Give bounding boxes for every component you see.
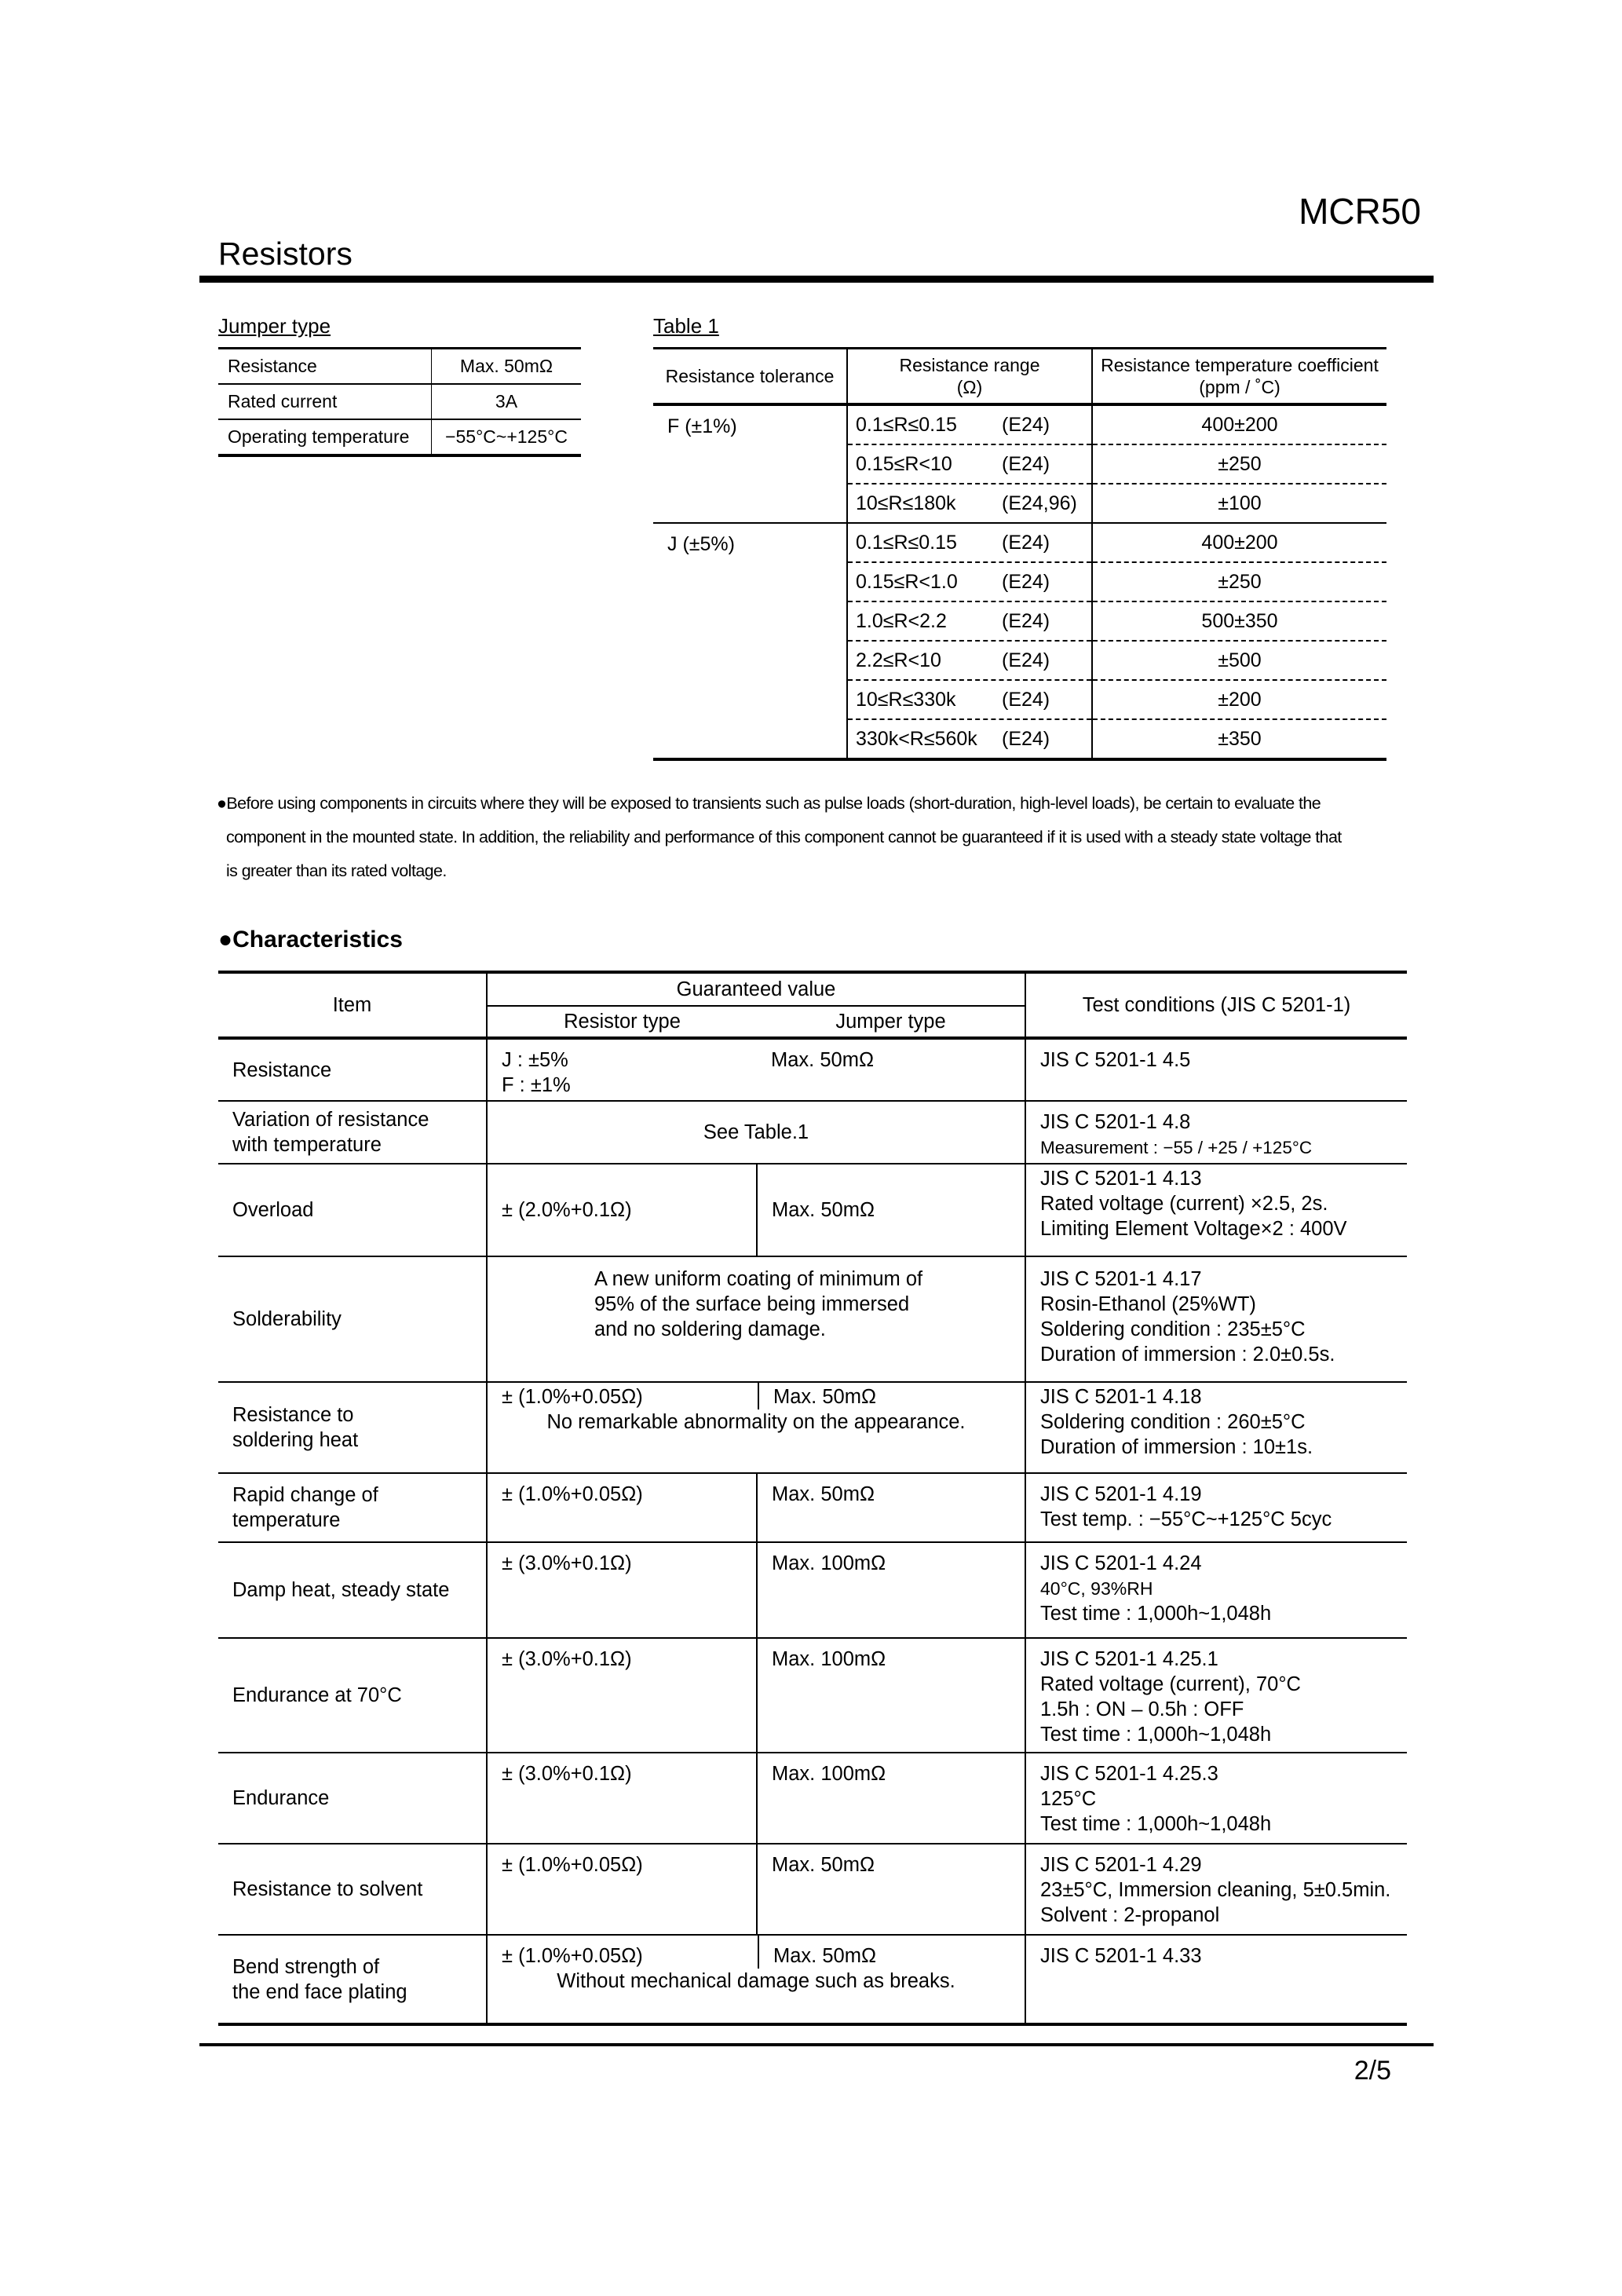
range-cell bbox=[847, 404, 1092, 444]
item-line: Resistance to bbox=[232, 1404, 354, 1426]
test-cell bbox=[1025, 1753, 1407, 1844]
see-table-ref: See Table.1 bbox=[703, 1121, 809, 1143]
item-cell: Solderability bbox=[232, 1308, 342, 1330]
range-value: 330k<R≤560k bbox=[856, 727, 977, 750]
range-cell bbox=[847, 523, 1092, 562]
char-row bbox=[218, 1542, 1407, 1638]
item-cell: Endurance bbox=[232, 1787, 330, 1809]
test-cell bbox=[1025, 1935, 1407, 2024]
resistor-cell: ± (1.0%+0.05Ω) bbox=[487, 1844, 757, 1935]
category-title: Resistors bbox=[218, 236, 353, 272]
combined-cell bbox=[487, 1256, 1025, 1382]
range-value: 0.15≤R<10 bbox=[856, 452, 952, 475]
header-tcr-l1: Resistance temperature coefficient bbox=[1101, 355, 1379, 375]
header-range bbox=[847, 349, 1092, 405]
solder-line: A new uniform coating of minimum of bbox=[594, 1268, 923, 1290]
test-cell bbox=[1025, 1038, 1407, 1101]
test-cell bbox=[1025, 1164, 1407, 1256]
test-line: Rated voltage (current) ×2.5, 2s. bbox=[1040, 1193, 1328, 1215]
resistor-cell bbox=[487, 1038, 757, 1101]
resistor-cell: ± (3.0%+0.1Ω) bbox=[487, 1542, 757, 1638]
char-row bbox=[218, 1473, 1407, 1542]
range-cell bbox=[847, 601, 1092, 641]
appearance-note: Without mechanical damage such as breaks. bbox=[557, 1970, 955, 1992]
test-line: JIS C 5201-1 4.8 bbox=[1040, 1111, 1191, 1133]
series-value: (E24) bbox=[1002, 570, 1050, 593]
test-line: Test time : 1,000h~1,048h bbox=[1040, 1813, 1272, 1835]
series-value: (E24) bbox=[1002, 649, 1050, 671]
tcr-cell: ±350 bbox=[1092, 719, 1386, 759]
item-line: temperature bbox=[232, 1509, 341, 1531]
range-cell bbox=[847, 562, 1092, 601]
item-cell: Resistance to solvent bbox=[232, 1878, 423, 1900]
test-cell bbox=[1025, 1382, 1407, 1473]
test-cell bbox=[1025, 1844, 1407, 1935]
test-line: Duration of immersion : 10±1s. bbox=[1040, 1436, 1313, 1458]
test-line: JIS C 5201-1 4.19 bbox=[1040, 1483, 1202, 1505]
test-line: Test time : 1,000h~1,048h bbox=[1040, 1603, 1272, 1625]
test-line: Measurement : −55 / +25 / +125°C bbox=[1040, 1138, 1313, 1157]
test-cell bbox=[1025, 1101, 1407, 1164]
jumper-row bbox=[218, 349, 581, 385]
item-line: Rapid change of bbox=[232, 1484, 378, 1506]
jumper-value: 3A bbox=[432, 384, 582, 419]
item-cell: Damp heat, steady state bbox=[232, 1579, 450, 1601]
test-line: JIS C 5201-1 4.13 bbox=[1040, 1168, 1202, 1190]
char-row bbox=[218, 1038, 1407, 1101]
tcr-cell: ±200 bbox=[1092, 680, 1386, 719]
jumper-cell: Max. 100mΩ bbox=[757, 1753, 1025, 1844]
series-value: (E24) bbox=[1002, 452, 1050, 475]
test-cell bbox=[1025, 1256, 1407, 1382]
jumper-cell: Max. 50mΩ bbox=[771, 1049, 875, 1071]
item-line: Variation of resistance bbox=[232, 1109, 429, 1131]
jumper-cell: Max. 50mΩ bbox=[757, 1473, 1025, 1542]
jumper-cell: Max. 50mΩ bbox=[757, 1164, 1025, 1256]
jumper-value: −55°C~+125°C bbox=[432, 419, 582, 455]
resistor-cell: ± (3.0%+0.1Ω) bbox=[487, 1638, 757, 1753]
resistor-cell: ± (2.0%+0.1Ω) bbox=[487, 1164, 757, 1256]
solder-line: and no soldering damage. bbox=[594, 1318, 826, 1340]
header-tcr bbox=[1092, 349, 1386, 405]
tolerance-cell: F (±1%) bbox=[667, 415, 737, 437]
table1 bbox=[653, 347, 1386, 761]
char-row bbox=[218, 1256, 1407, 1382]
resistor-line: F : ±1% bbox=[502, 1074, 571, 1096]
header-range-l2: (Ω) bbox=[956, 377, 983, 397]
jumper-type-caption: Jumper type bbox=[218, 314, 331, 338]
resistor-cell: ± (3.0%+0.1Ω) bbox=[487, 1753, 757, 1844]
tcr-cell: ±500 bbox=[1092, 641, 1386, 680]
test-line: JIS C 5201-1 4.29 bbox=[1040, 1854, 1202, 1876]
series-value: (E24) bbox=[1002, 531, 1050, 554]
item-line: Bend strength of bbox=[232, 1955, 380, 1978]
combined-cell bbox=[487, 1382, 1025, 1473]
note-line: component in the mounted state. In addition, the reliability and performance of this component cannot be guaranteed if it is used with a steady state voltage that bbox=[226, 828, 1342, 846]
test-line: 125°C bbox=[1040, 1788, 1097, 1810]
test-line: JIS C 5201-1 4.33 bbox=[1040, 1945, 1202, 1967]
test-line: JIS C 5201-1 4.25.3 bbox=[1040, 1763, 1218, 1785]
char-row bbox=[218, 1753, 1407, 1844]
footer-rule bbox=[199, 2043, 1434, 2046]
range-cell bbox=[847, 641, 1092, 680]
test-line: JIS C 5201-1 4.5 bbox=[1040, 1049, 1191, 1071]
test-line: Limiting Element Voltage×2 : 400V bbox=[1040, 1218, 1347, 1240]
header-rule bbox=[199, 276, 1434, 283]
header-test: Test conditions (JIS C 5201-1) bbox=[1025, 972, 1407, 1038]
item-line: soldering heat bbox=[232, 1429, 359, 1451]
header-tolerance: Resistance tolerance bbox=[653, 349, 847, 405]
resistor-value: ± (1.0%+0.05Ω) bbox=[488, 1383, 759, 1409]
product-code: MCR50 bbox=[1299, 191, 1421, 232]
jumper-type-table bbox=[218, 347, 581, 457]
jumper-cell: Max. 100mΩ bbox=[757, 1638, 1025, 1753]
jumper-value: Max. 50mΩ bbox=[773, 1945, 877, 1967]
characteristics-title: ●Characteristics bbox=[218, 927, 403, 952]
test-line: JIS C 5201-1 4.18 bbox=[1040, 1386, 1202, 1408]
char-row bbox=[218, 1844, 1407, 1935]
test-cell bbox=[1025, 1542, 1407, 1638]
test-line: Soldering condition : 260±5°C bbox=[1040, 1411, 1306, 1433]
series-value: (E24) bbox=[1002, 727, 1050, 750]
item-cell: Overload bbox=[232, 1199, 314, 1221]
combined-cell bbox=[487, 1101, 1025, 1164]
header-jumper: Jumper type bbox=[757, 1006, 1025, 1038]
usage-note bbox=[217, 787, 1426, 888]
char-row bbox=[218, 1164, 1407, 1256]
resistor-line: J : ±5% bbox=[502, 1049, 568, 1071]
table1-caption: Table 1 bbox=[653, 314, 719, 338]
solder-line: 95% of the surface being immersed bbox=[594, 1293, 910, 1315]
test-line: Test time : 1,000h~1,048h bbox=[1040, 1724, 1272, 1746]
test-line: 23±5°C, Immersion cleaning, 5±0.5min. bbox=[1040, 1879, 1391, 1901]
series-value: (E24) bbox=[1002, 413, 1050, 436]
jumper-cell: Max. 50mΩ bbox=[757, 1844, 1025, 1935]
test-line: Rosin-Ethanol (25%WT) bbox=[1040, 1293, 1256, 1315]
series-value: (E24) bbox=[1002, 609, 1050, 632]
char-row bbox=[218, 1101, 1407, 1164]
range-value: 0.1≤R≤0.15 bbox=[856, 413, 957, 436]
range-cell bbox=[847, 719, 1092, 759]
char-row bbox=[218, 1638, 1407, 1753]
item-line: the end face plating bbox=[232, 1980, 407, 2003]
note-line: ●Before using components in circuits where they will be exposed to transients such as pulse loads (short-duration, high-level loads), be certain to evaluate the bbox=[217, 794, 1321, 813]
jumper-label: Resistance bbox=[228, 356, 317, 376]
combined-cell bbox=[487, 1935, 1025, 2024]
char-header-row bbox=[218, 972, 1407, 1006]
item-cell bbox=[218, 1382, 487, 1473]
jumper-label: Operating temperature bbox=[228, 426, 410, 447]
test-line: Solvent : 2-propanol bbox=[1040, 1904, 1220, 1926]
test-line: 1.5h : ON – 0.5h : OFF bbox=[1040, 1698, 1244, 1720]
table1-header-row bbox=[653, 349, 1386, 405]
test-line: Test temp. : −55°C~+125°C 5cyc bbox=[1040, 1508, 1332, 1530]
test-line: JIS C 5201-1 4.24 bbox=[1040, 1552, 1202, 1574]
resistor-value: ± (1.0%+0.05Ω) bbox=[488, 1936, 759, 1969]
range-value: 0.15≤R<1.0 bbox=[856, 570, 958, 593]
page-number: 2/5 bbox=[1353, 2056, 1391, 2086]
test-line: JIS C 5201-1 4.17 bbox=[1040, 1268, 1202, 1290]
item-line: with temperature bbox=[232, 1134, 382, 1156]
test-line: Rated voltage (current), 70°C bbox=[1040, 1673, 1301, 1695]
tcr-cell: ±250 bbox=[1092, 562, 1386, 601]
item-cell: Resistance bbox=[232, 1058, 332, 1081]
jumper-label: Rated current bbox=[228, 391, 338, 411]
tcr-cell: ±250 bbox=[1092, 444, 1386, 484]
jumper-row bbox=[218, 419, 581, 455]
range-value: 1.0≤R<2.2 bbox=[856, 609, 947, 632]
item-cell bbox=[218, 1101, 487, 1164]
test-line: Duration of immersion : 2.0±0.5s. bbox=[1040, 1344, 1335, 1366]
tolerance-cell: J (±5%) bbox=[653, 523, 847, 759]
note-line: is greater than its rated voltage. bbox=[226, 861, 447, 880]
table1-row bbox=[653, 523, 1386, 562]
header-range-l1: Resistance range bbox=[899, 355, 1040, 375]
jumper-cell: Max. 100mΩ bbox=[757, 1542, 1025, 1638]
tcr-cell: ±100 bbox=[1092, 484, 1386, 523]
table1-row bbox=[653, 404, 1386, 444]
header-guaranteed: Guaranteed value bbox=[487, 972, 1025, 1006]
header-tcr-l2: (ppm / ˚C) bbox=[1199, 377, 1280, 397]
range-value: 10≤R≤330k bbox=[856, 688, 956, 711]
tcr-cell: 500±350 bbox=[1092, 601, 1386, 641]
jumper-row bbox=[218, 384, 581, 419]
series-value: (E24) bbox=[1002, 688, 1050, 711]
range-cell bbox=[847, 680, 1092, 719]
char-row bbox=[218, 1382, 1407, 1473]
test-line: 40°C, 93%RH bbox=[1040, 1578, 1153, 1599]
tcr-cell: 400±200 bbox=[1092, 523, 1386, 562]
resistor-cell: ± (1.0%+0.05Ω) bbox=[487, 1473, 757, 1542]
item-cell bbox=[218, 1473, 487, 1542]
jumper-value: Max. 50mΩ bbox=[773, 1386, 877, 1408]
range-value: 10≤R≤180k bbox=[856, 492, 956, 514]
jumper-value: Max. 50mΩ bbox=[432, 349, 582, 385]
item-cell: Endurance at 70°C bbox=[232, 1684, 402, 1706]
test-cell bbox=[1025, 1473, 1407, 1542]
item-cell bbox=[218, 1935, 487, 2024]
series-value: (E24,96) bbox=[1002, 492, 1077, 514]
range-cell bbox=[847, 484, 1092, 523]
header-item: Item bbox=[218, 972, 487, 1038]
appearance-note: No remarkable abnormality on the appearance. bbox=[546, 1411, 966, 1433]
range-value: 0.1≤R≤0.15 bbox=[856, 531, 957, 554]
test-line: JIS C 5201-1 4.25.1 bbox=[1040, 1648, 1218, 1670]
test-line: Soldering condition : 235±5°C bbox=[1040, 1318, 1306, 1340]
header-resistor: Resistor type bbox=[487, 1006, 757, 1038]
range-value: 2.2≤R<10 bbox=[856, 649, 941, 671]
char-row bbox=[218, 1935, 1407, 2024]
characteristics-table bbox=[218, 971, 1407, 2026]
test-cell bbox=[1025, 1638, 1407, 1753]
tcr-cell: 400±200 bbox=[1092, 404, 1386, 444]
range-cell bbox=[847, 444, 1092, 484]
